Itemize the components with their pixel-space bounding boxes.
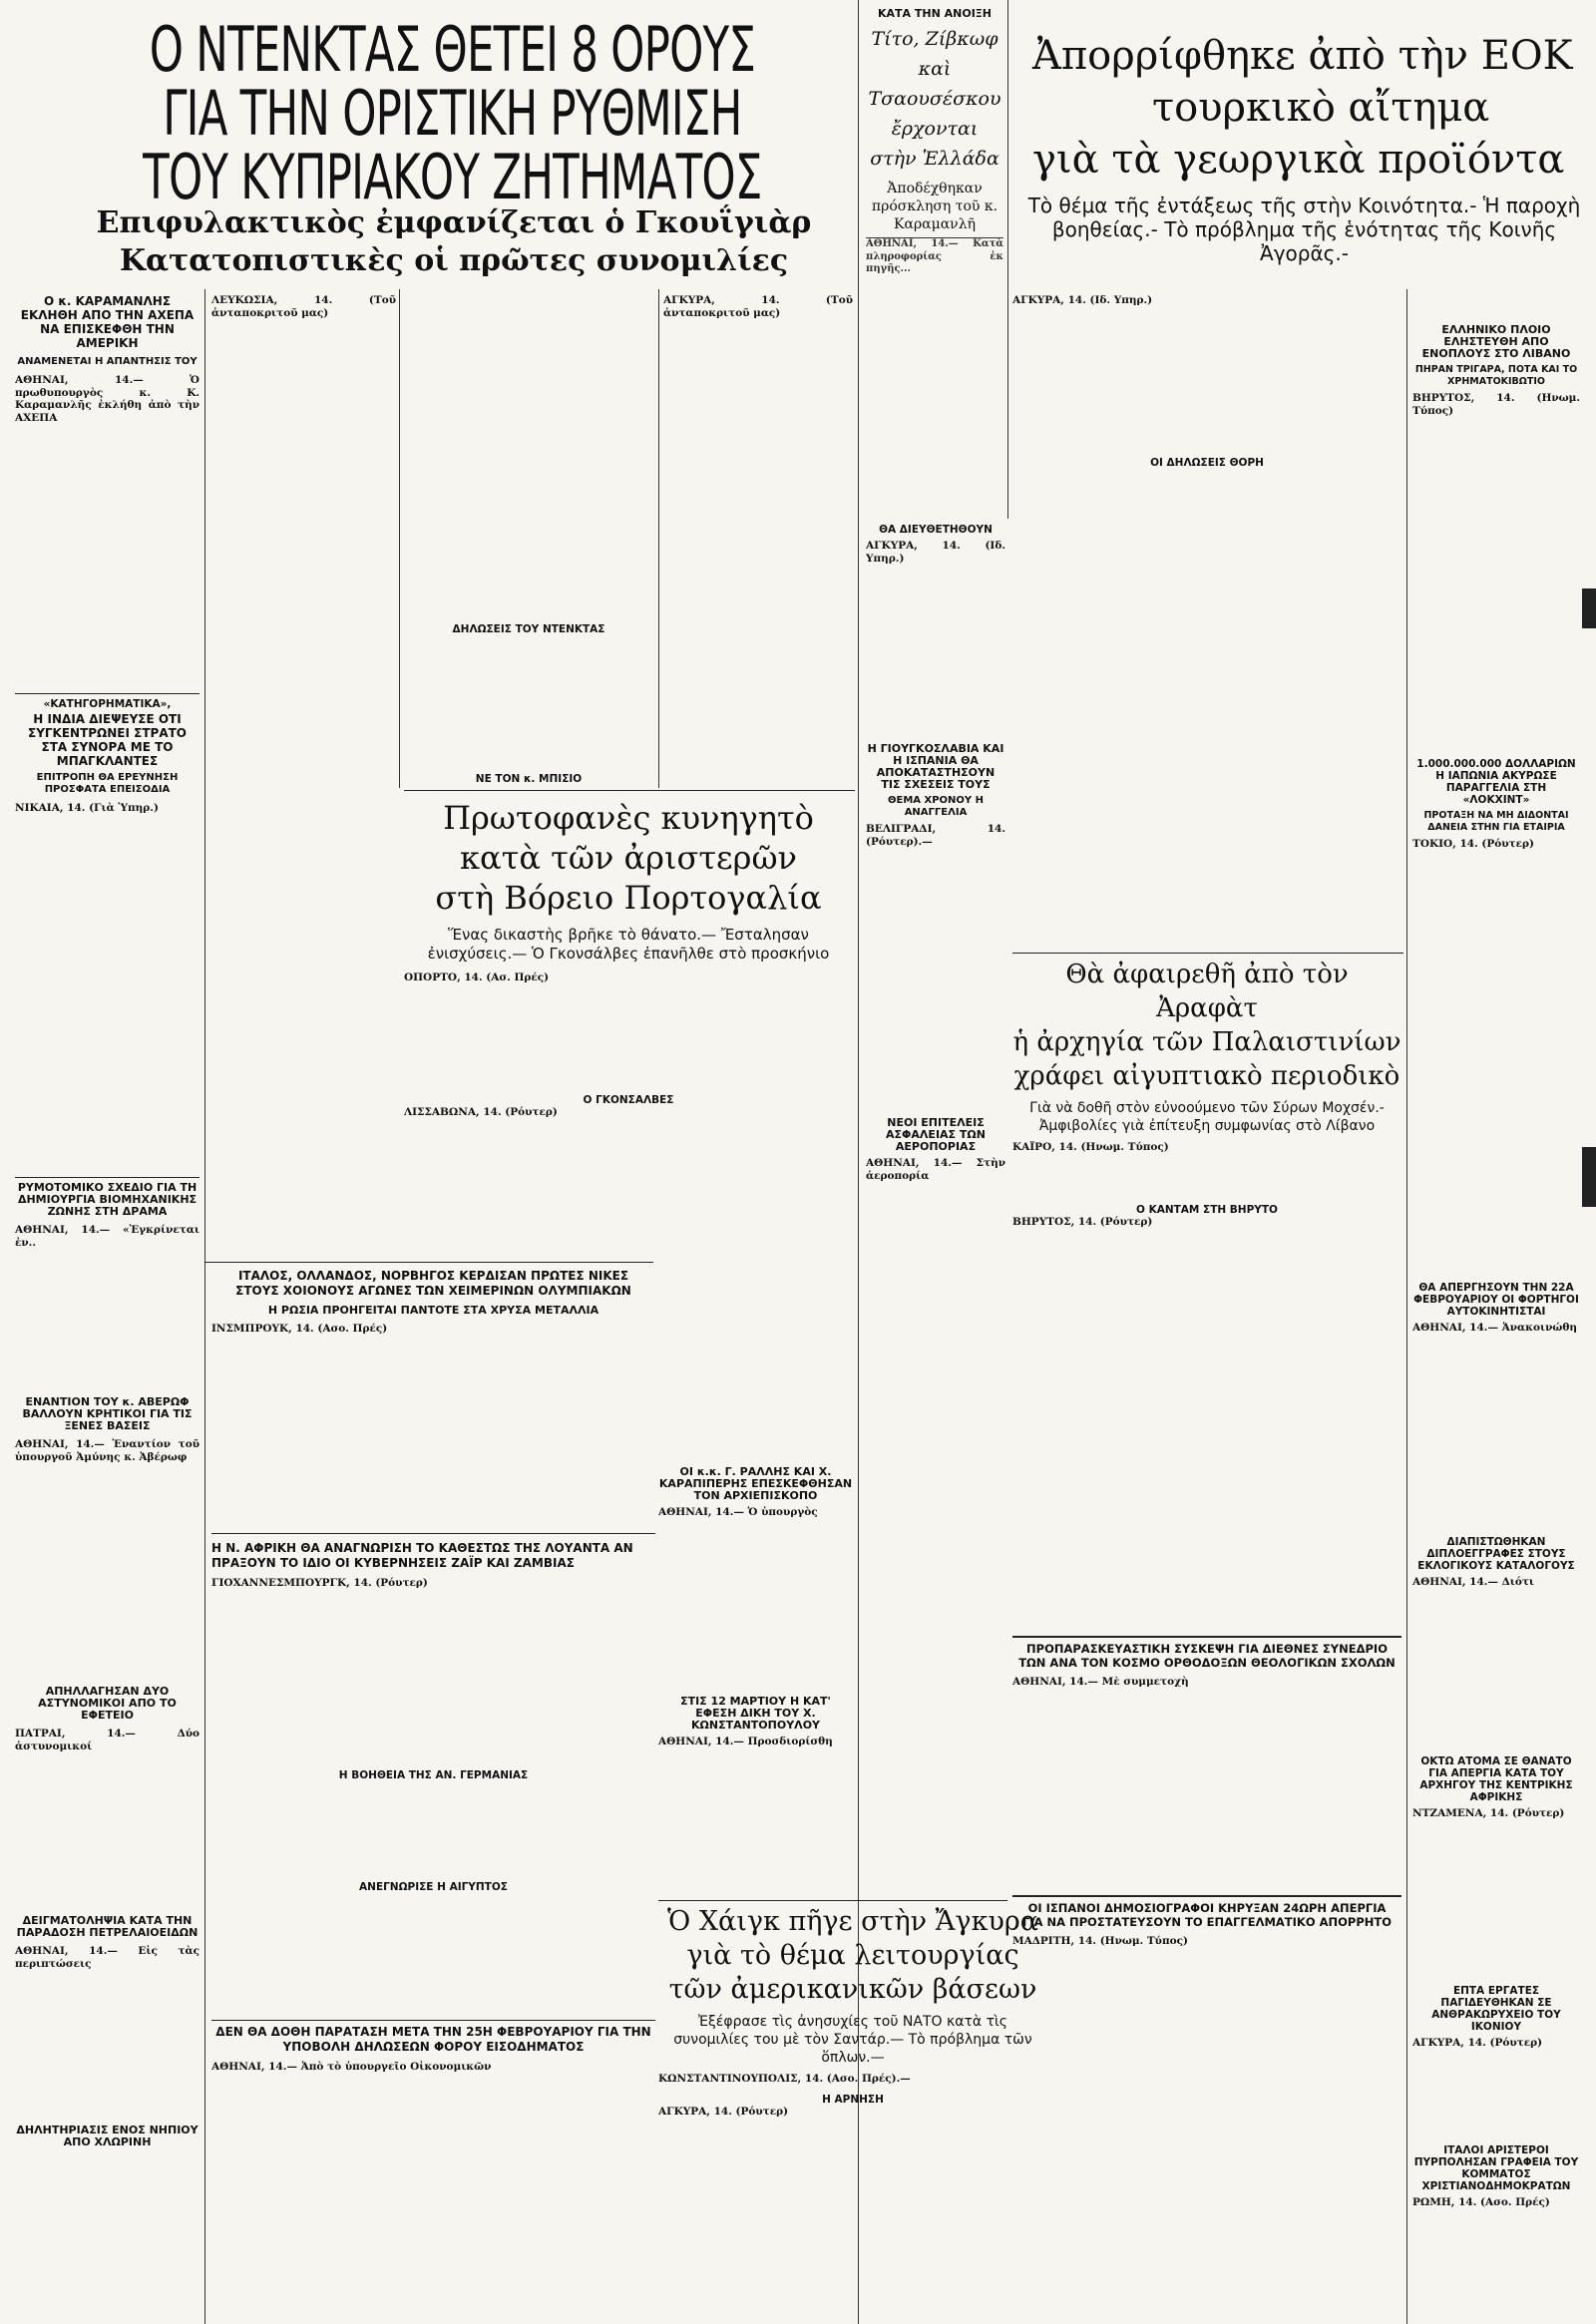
yugoslavia-article <box>866 743 1005 1102</box>
india-dateline: ΝΙΚΑΙΑ, 14. (Γιὰ Ὑπηρ.) <box>15 802 159 814</box>
angola-headline: ΟΚΤΩ ΑΤΟΜΑ ΣΕ ΘΑΝΑΤΟ ΓΙΑ ΑΠΕΡΓΙΑ ΚΑΤΑ ΤΟΥ ΑΡΧΗΓΟΥ ΤΗΣ ΚΕΝΤΡΙΚΗΣ ΑΦΡΙΚΗΣ <box>1419 1755 1573 1803</box>
karamanlis-headline: Ο κ. ΚΑΡΑΜΑΝΛΗΣ ΕΚΛΗΘΗ ΑΠΟ ΤΗΝ ΑΧΕΠΑ ΝΑ ΕΠΙΣΚΕΦΘΗ ΤΗΝ ΑΜΕΡΙΚΗ <box>20 294 195 350</box>
workers-article <box>1412 1985 1580 2134</box>
yugoslavia-subhead: ΘΕΜΑ ΧΡΟΝΟΥ Η ΑΝΑΓΓΕΛΙΑ <box>887 795 984 818</box>
olympics-article <box>211 1269 655 1528</box>
averof-headline: ΕΝΑΝΤΙΟΝ ΤΟΥ κ. ΑΒΕΡΩΦ ΒΑΛΛΟΥΝ ΚΡΗΤΙΚΟΙ ΓΙΑ ΤΙΣ ΞΕΝΕΣ ΒΑΣΕΙΣ <box>22 1396 193 1432</box>
tito-dateline: ΑΘΗΝΑΙ, 14.— Κατὰ πληροφορίας ἐκ πηγῆς... <box>866 238 1003 275</box>
arafat-article <box>1012 958 1401 1656</box>
olympics-headline-line2: ΣΤΟΥΣ ΧΟΙΟΝΟΥΣ ΑΓΩΝΕΣ ΤΩΝ ΧΕΙΜΕΡΙΝΩΝ ΟΛΥΜΠΙΑΚΩΝ <box>235 1284 631 1298</box>
lockheed-article <box>1412 758 1580 1117</box>
workers-dateline: ΑΓΚΥΡΑ, 14. (Ρόυτερ) <box>1412 2037 1543 2049</box>
march-headline: ΣΤΙΣ 12 ΜΑΡΤΙΟΥ Η ΚΑΤ' ΕΦΕΣΗ ΔΙΚΗ ΤΟΥ Χ. ΚΩΝΣΤΑΝΤΟΠΟΥΛΟΥ <box>680 1696 831 1732</box>
theology-article <box>1012 1636 1401 1885</box>
strike-dateline: ΑΘΗΝΑΙ, 14.— Ἀνακοινώθη <box>1412 1322 1577 1334</box>
march-article <box>658 1696 853 1895</box>
eec-dateline: ΑΓΚΥΡΑ, 14. (Ιδ. Υπηρ.) <box>1012 294 1153 306</box>
police-dateline: ΠΑΤΡΑΙ, 14.— Δύο ἀστυνομικοί <box>15 1728 200 1752</box>
arafat-headline-line2: ἡ ἀρχηγία τῶν Παλαιστινίων <box>1012 1027 1401 1057</box>
theology-headline <box>1012 1636 1401 1670</box>
lockheed-headline: 1.000.000.000 ΔΟΛΛΑΡΙΩΝ Η ΙΑΠΩΝΙΑ ΑΚΥΡΩΣΕ ΠΑΡΑΓΓΕΛΙΑ ΣΤΗ «ΛΟΚΧΙΝΤ» <box>1416 758 1576 806</box>
rallis-dateline: ΑΘΗΝΑΙ, 14.— Ὁ ὑπουργὸς <box>658 1506 818 1518</box>
portugal-label2: Ο ΓΚΟΝΣΑΛΒΕΣ <box>583 1093 674 1106</box>
haig-headline-line1: Ὁ Χάιγκ πῆγε στὴν Ἄγκυρα <box>667 1906 1038 1937</box>
india-kicker: «ΚΑΤΗΓΟΡΗΜΑΤΙΚΑ», <box>43 698 172 710</box>
haig-dateline2: ΑΓΚΥΡΑ, 14. (Ρόυτερ) <box>658 2105 789 2118</box>
tax-dateline: ΑΘΗΝΑΙ, 14.— Ἀπὸ τὸ ὑπουργεῖο Οἰκονομικῶν <box>211 2061 492 2073</box>
tito-headline: Τίτο, Ζίβκωφ καὶ Τσαουσέσκου ἔρχονται στὴν Ἑλλάδα <box>868 28 1001 170</box>
italy-article <box>1412 2144 1580 2314</box>
spain-dateline: ΜΑΔΡΙΤΗ, 14. (Ηνωμ. Τύπος) <box>1012 1935 1189 1947</box>
tito-kicker: ΚΑΤΑ ΤΗΝ ΑΝΟΙΞΗ <box>878 8 992 20</box>
arafat-subhead: Γιὰ νὰ δοθῆ στὸν εὐνοούμενο τῶν Σύρων Μοχσέν.- Ἀμφιβολίες γιὰ ἐπίτευξη συμφωνίας στὸ Λίβανο <box>1029 1100 1385 1134</box>
strike-headline: ΘΑ ΑΠΕΡΓΗΣΟΥΝ ΤΗΝ 22Α ΦΕΒΡΟΥΑΡΙΟΥ ΟΙ ΦΟΡΤΗΓΟΙ ΑΥΤΟΚΙΝΗΤΙΣΤΑΙ <box>1413 1282 1579 1318</box>
spain-article <box>1012 1895 1401 2314</box>
arafat-label2: Ο ΚΑΝΤΑΜ ΣΤΗ ΒΗΡΥΤΟ <box>1136 1203 1278 1216</box>
haig-article <box>658 1905 1047 2314</box>
africa-dateline: ΓΙΟΧΑΝΝΕΣΜΠΟΥΡΓΚ, 14. (Ρόυτερ) <box>211 1577 428 1589</box>
denktas-dateline: ΑΓΚΥΡΑ, 14. (Τοῦ ἀνταποκριτοῦ μας) <box>663 294 853 319</box>
india-article <box>15 698 200 1177</box>
lead-body-col1 <box>211 294 396 783</box>
eec-article <box>1012 30 1596 289</box>
olympics-headline <box>211 1269 655 1299</box>
haig-subhead: Ἐξέφρασε τὶς ἀνησυχίες τοῦ ΝΑΤΟ κατὰ τὶς συνομιλίες του μὲ τὸν Σαντάρ.— Τὸ πρόβλημα τῶν ὅπλων.— <box>673 2014 1032 2066</box>
haig-headline <box>658 1905 1047 2007</box>
eec-headline-line2: τουρκικὸ αἴτημα <box>1152 85 1490 131</box>
lead-subhead-line1: Επιφυλακτικὸς ἐμφανίζεται ὁ Γκουΐγιὰρ <box>96 205 812 240</box>
defence-dateline: ΑΓΚΥΡΑ, 14. (Ιδ. Υπηρ.) <box>866 540 1005 565</box>
karamanlis-article <box>15 294 200 693</box>
angola-dateline: ΝΤΖΑΜΕΝΑ, 14. (Ρόυτερ) <box>1412 1807 1565 1819</box>
tender-headline: ΔΕΙΓΜΑΤΟΛΗΨΙΑ ΚΑΤΑ ΤΗΝ ΠΑΡΑΔΟΣΗ ΠΕΤΡΕΛΑΙΟΕΙΔΩΝ <box>16 1915 199 1939</box>
arafat-headline-line3: χράφει αἰγυπτιακὸ περιοδικὸ <box>1013 1061 1400 1091</box>
lead-body-col2 <box>404 294 653 783</box>
haig-label2: Η ΑΡΝΗΣΗ <box>822 2093 884 2106</box>
catalogues-article <box>1412 1536 1580 1726</box>
haig-headline-line3: τῶν ἀμερικανικῶν βάσεων <box>668 1974 1037 2005</box>
tito-subhead: Ἀποδέχθηκαν πρόσκληση τοῦ κ. Καραμανλῆ <box>866 180 1003 238</box>
lead-headline-line1: Ο ΝΤΕΝΚΤΑΣ ΘΕΤΕΙ 8 ΟΡΟΥΣ <box>149 18 756 86</box>
portugal-article <box>404 798 853 1237</box>
haig-dateline: ΚΩΝΣΤΑΝΤΙΝΟΥΠΟΛΙΣ, 14. (Ασο. Πρές).— <box>658 2073 911 2085</box>
catalogues-dateline: ΑΘΗΝΑΙ, 14.— Διότι <box>1412 1576 1534 1588</box>
poison-article <box>15 2125 200 2314</box>
lead-headline-line2: ΓΙΑ ΤΗΝ ΟΡΙΣΤΙΚΗ ΡΥΘΜΙΣΗ <box>163 77 742 150</box>
airport-headline: ΝΕΟΙ ΕΠΙΤΕΛΕΙΣ ΑΣΦΑΛΕΙΑΣ ΤΩΝ ΑΕΡΟΠΟΡΙΑΣ <box>886 1117 986 1153</box>
angola-article <box>1412 1755 1580 1975</box>
theology-dateline: ΑΘΗΝΑΙ, 14.— Μὲ συμμετοχὴ <box>1012 1676 1189 1688</box>
africa-article <box>211 1541 655 2020</box>
olympics-dateline: ΙΝΣΜΠΡΟΥΚ, 14. (Ασο. Πρές) <box>211 1323 388 1335</box>
airport-dateline: ΑΘΗΝΑΙ, 14.— Στὴν ἀεροπορία <box>866 1157 1005 1182</box>
karamanlis-dateline: ΑΘΗΝΑΙ, 14.— Ὁ πρωθυπουργὸς κ. Κ. Καραμανλῆς ἐκλήθη ἀπὸ τὴν ΑΧΕΠΑ <box>15 374 200 424</box>
rallis-headline: ΟΙ κ.κ. Γ. ΡΑΛΛΗΣ ΚΑΙ Χ. ΚΑΡΑΠΙΠΕΡΗΣ ΕΠΕΣΚΕΦΘΗΣΑΝ ΤΟΝ ΑΡΧΙΕΠΙΣΚΟΠΟ <box>658 1466 853 1502</box>
tito-text <box>866 276 1003 289</box>
eec-headline-line3: γιὰ τὰ γεωργικὰ προϊόντα <box>1032 137 1565 183</box>
defence-article <box>866 524 1005 723</box>
lebanon-headline: ΕΛΛΗΝΙΚΟ ΠΛΟΙΟ ΕΛΗΣΤΕΥΘΗ ΑΠΟ ΕΝΟΠΛΟΥΣ ΣΤΟ ΛΙΒΑΝΟ <box>1421 324 1571 360</box>
lead-subhead <box>60 204 848 284</box>
lebanon-dateline: ΒΗΡΥΤΟΣ, 14. (Ηνωμ. Τύπος) <box>1412 392 1580 417</box>
portugal-subhead: Ἕνας δικαστὴς βρῆκε τὸ θάνατο.— Ἔσταλησαν ἐνισχύσεις.— Ὁ Γκονσάλβες ἐπανῆλθε στὸ προσκήνιο <box>427 926 830 963</box>
eec-headline <box>1012 30 1596 186</box>
olympics-headline-line1: ΙΤΑΛΟΣ, ΟΛΛΑΝΔΟΣ, ΝΟΡΒΗΓΟΣ ΚΕΡΔΙΣΑΝ ΠΡΩΤΕΣ ΝΙΚΕΣ <box>237 1269 629 1283</box>
catalogues-headline: ΔΙΑΠΙΣΤΩΘΗΚΑΝ ΔΙΠΛΟΕΓΓΡΑΦΕΣ ΣΤΟΥΣ ΕΚΛΟΓΙΚΟΥΣ ΚΑΤΑΛΟΓΟΥΣ <box>1417 1536 1575 1572</box>
haig-headline-line2: γιὰ τὸ θέμα λειτουργίας <box>686 1940 1019 1971</box>
workers-headline: ΕΠΤΑ ΕΡΓΑΤΕΣ ΠΑΓΙΔΕΥΘΗΚΑΝ ΣΕ ΑΝΘΡΑΚΩΡΥΧΕΙΟ ΤΟΥ ΙΚΟΝΙΟΥ <box>1431 1985 1561 2033</box>
italy-headline: ΙΤΑΛΟΙ ΑΡΙΣΤΕΡΟΙ ΠΥΡΠΟΛΗΣΑΝ ΓΡΑΦΕΙΑ ΤΟΥ ΚΟΜΜΑΤΟΣ ΧΡΙΣΤΙΑΝΟΔΗΜΟΚΡΑΤΩΝ <box>1413 2144 1579 2192</box>
eec-body <box>1012 294 1401 953</box>
yugoslavia-dateline: ΒΕΛΙΓΡΑΔΙ, 14. (Ρόυτερ).— <box>866 823 1005 848</box>
lebanon-article <box>1412 324 1580 753</box>
march-dateline: ΑΘΗΝΑΙ, 14.— Προσδιορίσθη <box>658 1736 833 1747</box>
lead-dateline: ΛΕΥΚΩΣΙΑ, 14. (Τοῦ ἀνταποκριτοῦ μας) <box>211 294 396 319</box>
lead-subhead-line2: Κατατοπιστικὲς οἱ πρῶτες συνομιλίες <box>119 243 789 278</box>
arafat-headline-line1: Θὰ ἀφαιρεθῆ ἀπὸ τὸν Ἀραφὰτ <box>1065 960 1349 1023</box>
india-headline: Η ΙΝΔΙΑ ΔΙΕΨΕΥΣΕ ΟΤΙ ΣΥΓΚΕΝΤΡΩΝΕΙ ΣΤΡΑΤΟ ΣΤΑ ΣΥΝΟΡΑ ΜΕ ΤΟ ΜΠΑΓΚΛΑΝΤΕΣ <box>28 712 187 768</box>
africa-headline: Η Ν. ΑΦΡΙΚΗ ΘΑ ΑΝΑΓΝΩΡΙΣΗ ΤΟ ΚΑΘΕΣΤΩΣ ΤΗΣ ΛΟΥΑΝΤΑ ΑΝ ΠΡΑΞΟΥΝ ΤΟ ΙΔΙΟ ΟΙ ΚΥΒΕΡΝΗΣΕΙΣ ΖΑΪΡ ΚΑΙ ΖΑΜΒΙΑΣ <box>211 1541 633 1570</box>
italy-dateline: ΡΩΜΗ, 14. (Ασο. Πρές) <box>1412 2196 1550 2208</box>
tax-headline: ΔΕΝ ΘΑ ΔΟΘΗ ΠΑΡΑΤΑΣΗ ΜΕΤΑ ΤΗΝ 25Η ΦΕΒΡΟΥΑΡΙΟΥ ΓΙΑ ΤΗΝ ΥΠΟΒΟΛΗ ΔΗΛΩΣΕΩΝ ΦΟΡΟΥ ΕΙΣΟΔΗΜΑΤΟΣ <box>215 2025 651 2054</box>
karamanlis-subhead: ΑΝΑΜΕΝΕΤΑΙ Η ΑΠΑΝΤΗΣΙΣ ΤΟΥ <box>17 356 198 367</box>
lockheed-subhead: ΠΡΟΤΑΞΗ ΝΑ ΜΗ ΔΙΔΟΝΤΑΙ ΔΑΝΕΙΑ ΣΤΗΝ ΓΙΑ ΕΤΑΙΡΙΑ <box>1423 810 1569 833</box>
theology-headline-line1: ΠΡΟΠΑΡΑΣΚΕΥΑΣΤΙΚΗ ΣΥΣΚΕΨΗ ΓΙΑ ΔΙΕΘΝΕΣ ΣΥΝΕΔΡΙΟ <box>1026 1642 1388 1656</box>
strike-article <box>1412 1282 1580 1531</box>
denktas-col <box>663 294 853 534</box>
lebanon-subhead: ΠΗΡΑΝ ΤΡΙΓΑΡΑ, ΠΟΤΑ ΚΑΙ ΤΟ ΧΡΗΜΑΤΟΚΙΒΩΤΙΟ <box>1414 364 1578 387</box>
arafat-dateline: ΚΑΪΡΟ, 14. (Ηνωμ. Τύπος) <box>1012 1141 1169 1153</box>
eec-subhead: Τὸ θέμα τῆς ἐντάξεως τῆς στὴν Κοινότητα.- Ἡ παροχὴ βοηθείας.- Τὸ πρόβλημα τῆς ἑνότητας τῆς Κοινῆς Ἀγορᾶς.- <box>1027 194 1581 265</box>
spain-headline-line2: ΓΙΑ ΝΑ ΠΡΟΣΤΑΤΕΥΣΟΥΝ ΤΟ ΕΠΑΓΓΕΛΜΑΤΙΚΟ ΑΠΟΡΡΗΤΟ <box>1021 1915 1393 1929</box>
drama-article <box>15 1182 200 1381</box>
tender-article <box>15 1915 200 2115</box>
tito-article <box>866 8 1003 512</box>
arafat-headline <box>1012 958 1401 1093</box>
tax-article <box>211 2025 655 2314</box>
portugal-headline <box>404 798 853 918</box>
denktas-label: ΔΗΛΩΣΕΙΣ ΤΟΥ ΝΤΕΝΚΤΑΣ <box>452 623 605 635</box>
rallis-article <box>658 1466 853 1686</box>
spain-headline-line1: ΟΙ ΙΣΠΑΝΟΙ ΔΗΜΟΣΙΟΓΡΑΦΟΙ ΚΗΡΥΞΑΝ 24ΩΡΗ ΑΠΕΡΓΙΑ <box>1027 1901 1387 1915</box>
drama-headline: ΡΥΜΟΤΟΜΙΚΟ ΣΧΕΔΙΟ ΓΙΑ ΤΗ ΔΗΜΙΟΥΡΓΙΑ ΒΙΟΜΗΧΑΝΙΚΗΣ ΖΩΝΗΣ ΣΤΗ ΔΡΑΜΑ <box>17 1182 198 1218</box>
poison-headline: ΔΗΛΗΤΗΡΙΑΣΙΣ ΕΝΟΣ ΝΗΠΙΟΥ ΑΠΟ ΧΛΩΡΙΝΗ <box>16 2125 199 2148</box>
africa-label2: Η ΒΟΗΘΕΙΑ ΤΗΣ ΑΝ. ΓΕΡΜΑΝΙΑΣ <box>338 1768 529 1781</box>
eec-headline-line1: Ἀπορρίφθηκε ἀπὸ τὴν ΕΟΚ <box>1032 33 1573 79</box>
spain-headline <box>1012 1895 1401 1929</box>
defence-headline: ΘΑ ΔΙΕΥΘΕΤΗΘΟΥΝ <box>879 524 993 536</box>
arafat-dateline2: ΒΗΡΥΤΟΣ, 14. (Ρόυτερ) <box>1012 1215 1153 1228</box>
olympics-subhead: Η ΡΩΣΙΑ ΠΡΟΗΓΕΙΤΑΙ ΠΑΝΤΟΤΕ ΣΤΑ ΧΡΥΣΑ ΜΕΤΑΛΛΙΑ <box>267 1304 599 1317</box>
lead-headline <box>40 18 865 217</box>
india-subhead: ΕΠΙΤΡΟΠΗ ΘΑ ΕΡΕΥΝΗΣΗ ΠΡΟΣΦΑΤΑ ΕΠΕΙΣΟΔΙΑ <box>36 772 179 795</box>
lead-headline-line3: ΤΟΥ ΚΥΠΡΙΑΚΟΥ ΖΗΤΗΜΑΤΟΣ <box>143 141 762 213</box>
eec-label2: ΟΙ ΔΗΛΩΣΕΙΣ ΘΟΡΗ <box>1150 456 1264 469</box>
drama-dateline: ΑΘΗΝΑΙ, 14.— «Ἐγκρίνεται ἐν.. <box>15 1224 200 1249</box>
portugal-label3: ΝΕ ΤΟΝ κ. ΜΠΙΣΙΟ <box>475 773 583 785</box>
portugal-headline-line1: Πρωτοφανὲς κυνηγητὸ <box>443 799 814 837</box>
lockheed-dateline: ΤΟΚΙΟ, 14. (Ρόυτερ) <box>1412 838 1534 850</box>
averof-dateline: ΑΘΗΝΑΙ, 14.— Ἐναντίον τοῦ ὑπουργοῦ Ἀμύνης κ. Ἀβέρωφ <box>15 1438 200 1463</box>
yugoslavia-headline: Η ΓΙΟΥΓΚΟΣΛΑΒΙΑ ΚΑΙ Η ΙΣΠΑΝΙΑ ΘΑ ΑΠΟΚΑΤΑΣΤΗΣΟΥΝ ΤΙΣ ΣΧΕΣΕΙΣ ΤΟΥΣ <box>867 743 1004 791</box>
police-article <box>15 1686 200 1905</box>
theology-headline-line2: ΤΩΝ ΑΝΑ ΤΟΝ ΚΟΣΜΟ ΟΡΘΟΔΟΞΩΝ ΘΕΟΛΟΓΙΚΩΝ ΣΧΟΛΩΝ <box>1018 1656 1396 1670</box>
portugal-headline-line3: στὴ Βόρειο Πορτογαλία <box>435 879 822 917</box>
portugal-headline-line2: κατὰ τῶν ἀριστερῶν <box>460 839 797 877</box>
airport-article <box>866 1117 1005 1436</box>
portugal-dateline: ΟΠΟΡΤΟ, 14. (Ασ. Πρές) <box>404 971 550 983</box>
tender-dateline: ΑΘΗΝΑΙ, 14.— Εἰς τὰς περιπτώσεις <box>15 1945 200 1970</box>
averof-article <box>15 1396 200 1676</box>
africa-label3: ΑΝΕΓΝΩΡΙΣΕ Η ΑΙΓΥΠΤΟΣ <box>359 1880 508 1893</box>
police-headline: ΑΠΗΛΛΑΓΗΣΑΝ ΔΥΟ ΑΣΤΥΝΟΜΙΚΟΙ ΑΠΟ ΤΟ ΕΦΕΤΕΙΟ <box>38 1686 177 1722</box>
portugal-dateline2: ΛΙΣΣΑΒΩΝΑ, 14. (Ρόυτερ) <box>404 1105 558 1118</box>
